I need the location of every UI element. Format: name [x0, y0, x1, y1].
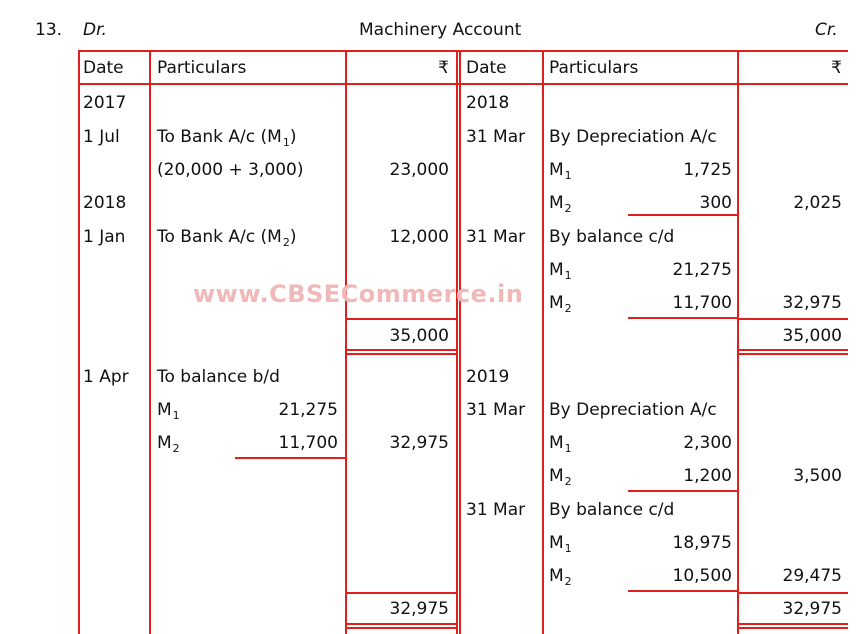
credit-machine-label: $M_1$ [549, 160, 572, 182]
credit-machine-label: $M_1$ [549, 260, 572, 282]
debit-machine-label: $M_1$ [157, 400, 180, 422]
debit-particular: To Bank A/c $(M_2)$ [157, 227, 297, 249]
debit-left-border [78, 50, 80, 634]
header-bottom-rule [78, 83, 848, 85]
debit-sub-amount: 11,700 [278, 433, 338, 453]
debit-date-divider [149, 50, 151, 634]
credit-amount: 3,500 [793, 466, 842, 486]
credit-date: 31 Mar [466, 400, 526, 420]
credit-total-top-rule [737, 318, 848, 320]
debit-date: 1 Jan [83, 227, 126, 247]
debit-date: 1 Jul [83, 127, 120, 147]
center-divider [456, 50, 458, 634]
question-number: 13. [35, 20, 63, 40]
watermark: www.CBSECommerce.in [193, 280, 524, 308]
debit-amount: 12,000 [389, 227, 449, 247]
credit-amount: 29,475 [782, 566, 842, 586]
credit-total-double-rule [737, 349, 848, 351]
credit-amount-header: ₹ [831, 58, 842, 78]
credit-sub-amount: 11,700 [672, 293, 732, 313]
credit-year: 2018 [466, 93, 510, 113]
credit-sub-amount: 300 [699, 193, 732, 213]
debit-sub-amount: 21,275 [278, 400, 338, 420]
debit-date: 1 Apr [83, 367, 129, 387]
debit-particulars-header: Particulars [157, 58, 247, 78]
credit-date-header: Date [466, 58, 507, 78]
credit-total-double-rule [737, 353, 848, 355]
debit-total-top-rule [345, 318, 457, 320]
center-divider-inner [459, 50, 461, 634]
credit-sub-amount: 18,975 [672, 533, 732, 553]
debit-year: 2018 [83, 193, 127, 213]
credit-sub-underline [628, 490, 737, 492]
credit-total: 35,000 [782, 326, 842, 346]
credit-amount: 32,975 [782, 293, 842, 313]
credit-total-double-rule [737, 623, 848, 625]
credit-machine-label: $M_1$ [549, 433, 572, 455]
credit-sub-underline [628, 590, 737, 592]
debit-amount: 32,975 [389, 433, 449, 453]
credit-particular: By Depreciation A/c [549, 400, 717, 420]
credit-particular: By balance c/d [549, 500, 675, 520]
debit-particular: To balance b/d [157, 367, 280, 387]
credit-particulars-divider [737, 50, 739, 634]
debit-total-top-rule [345, 592, 457, 594]
credit-total-double-rule [737, 627, 848, 629]
credit-sub-underline [628, 214, 737, 216]
credit-date-divider [542, 50, 544, 634]
debit-amount-header: ₹ [438, 58, 449, 78]
credit-sub-amount: 10,500 [672, 566, 732, 586]
credit-sub-amount: 21,275 [672, 260, 732, 280]
header-top-rule [78, 50, 848, 52]
debit-label: Dr. [83, 20, 107, 40]
credit-machine-label: $M_1$ [549, 533, 572, 555]
credit-particulars-header: Particulars [549, 58, 639, 78]
debit-particular-calc: (20,000 + 3,000) [157, 160, 304, 180]
debit-total-double-rule [345, 349, 457, 351]
debit-total-double-rule [345, 623, 457, 625]
debit-total-double-rule [345, 627, 457, 629]
debit-sub-underline [235, 457, 345, 459]
credit-sub-amount: 1,725 [683, 160, 732, 180]
credit-particular: By Depreciation A/c [549, 127, 717, 147]
debit-total: 32,975 [389, 599, 449, 619]
credit-machine-label: $M_2$ [549, 566, 572, 588]
debit-particulars-divider [345, 50, 347, 634]
credit-total: 32,975 [782, 599, 842, 619]
credit-date: 31 Mar [466, 127, 526, 147]
credit-total-top-rule [737, 592, 848, 594]
account-title: Machinery Account [359, 20, 522, 40]
credit-sub-amount: 2,300 [683, 433, 732, 453]
credit-machine-label: $M_2$ [549, 466, 572, 488]
credit-sub-amount: 1,200 [683, 466, 732, 486]
debit-machine-label: $M_2$ [157, 433, 180, 455]
credit-year: 2019 [466, 367, 510, 387]
credit-amount: 2,025 [793, 193, 842, 213]
credit-date: 31 Mar [466, 227, 526, 247]
credit-date: 31 Mar [466, 500, 526, 520]
credit-sub-underline [628, 317, 737, 319]
debit-date-header: Date [83, 58, 124, 78]
debit-amount: 23,000 [389, 160, 449, 180]
credit-machine-label: $M_2$ [549, 293, 572, 315]
credit-particular: By balance c/d [549, 227, 675, 247]
debit-particular: To Bank A/c $(M_1)$ [157, 127, 297, 149]
debit-year: 2017 [83, 93, 127, 113]
credit-label: Cr. [815, 20, 838, 40]
debit-total: 35,000 [389, 326, 449, 346]
debit-total-double-rule [345, 353, 457, 355]
credit-machine-label: $M_2$ [549, 193, 572, 215]
